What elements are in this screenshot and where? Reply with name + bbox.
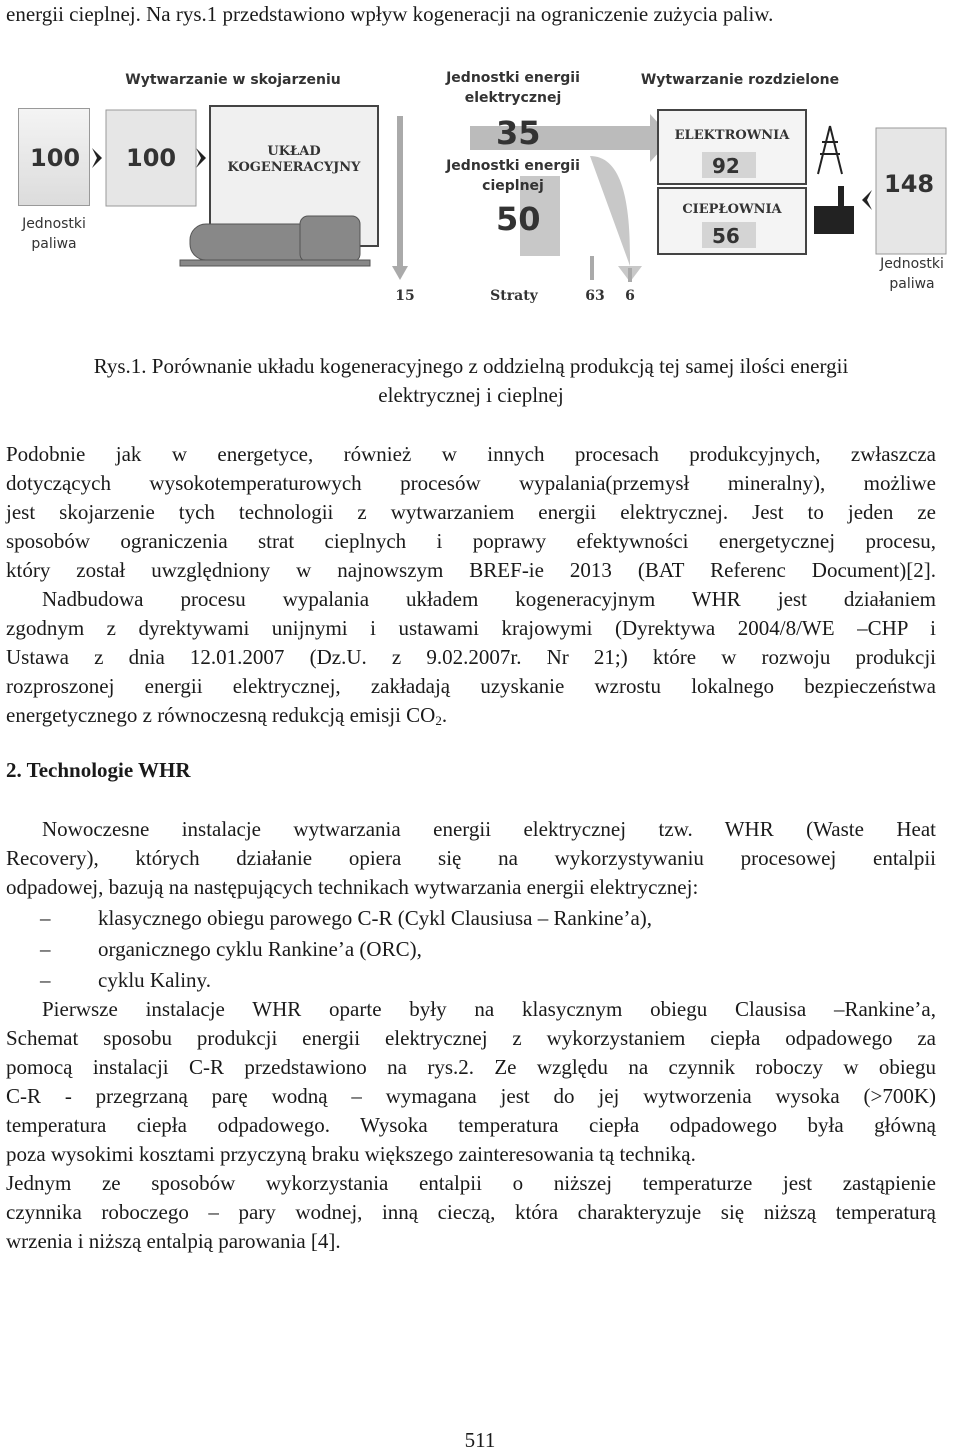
para3-line: czynnika roboczego – pary wodnej, inną cieczą, która charakteryzuje się niższą temperaturą (6, 1200, 936, 1224)
figure-caption-line-2: elektrycznej i cieplnej (378, 383, 564, 407)
list-item-text: organicznego cyklu Rankine’a (ORC), (98, 937, 422, 961)
loss-flow-arrow (590, 156, 642, 282)
para3-line: C-R - przegrzaną parę wodną – wymagana jest do jej wytworzenia wysoka (>700K) (6, 1084, 936, 1108)
label-electric-units-1: Jednostki energii (446, 70, 580, 86)
para1-line: Ustawa z dnia 12.01.2007 (Dz.U. z 9.02.2007r. Nr 21;) które w rozwoju produkcji (6, 645, 936, 669)
heat-plant-value: 56 (712, 224, 740, 248)
para1-line: który został uwzględniony w najnowszym BREF-ie 2013 (BAT Referenc Document)[2]. (6, 558, 936, 582)
electric-value: 35 (496, 114, 541, 152)
para1-line: dotyczących wysokotemperaturowych procesów wypalania(przemysł mineralny), możliwe (6, 471, 936, 495)
text-line-top: energii cieplnej. Na rys.1 przedstawiono wpływ kogeneracji na ograniczenie zużycia paliw. (6, 2, 774, 26)
heat-value: 50 (496, 200, 541, 238)
heat-plant-label: CIEPŁOWNIA (682, 202, 782, 217)
para1-last-line (6, 701, 936, 735)
arrow-down-icon-1 (392, 266, 408, 280)
page-number: 511 (464, 1428, 496, 1452)
para2-line: Recovery), których działanie opiera się na wykorzystywaniu procesowej entalpii (6, 846, 936, 870)
label-electric-units-2: elektrycznej (464, 90, 562, 106)
para1-line: rozproszonej energii elektrycznej, zakładają uzyskanie wzrostu lokalnego bezpieczeństwa (6, 674, 936, 698)
chevron-right-icon-1 (92, 148, 102, 168)
list-dash: – (40, 906, 51, 930)
list-dash: – (40, 937, 51, 961)
fuel-left-label-1: Jednostki (22, 216, 86, 232)
section-heading: 2. Technologie WHR (6, 758, 191, 782)
loss-left-value: 15 (395, 288, 415, 304)
cogen-unit-label-1: UKŁAD (267, 144, 321, 159)
para1-line: zgodnym z dyrektywami unijnymi i ustawami krajowymi (Dyrektywa 2004/8/WE –CHP i (6, 616, 936, 640)
fuel-right-label-2: paliwa (889, 276, 935, 292)
loss-mid-value: 63 (585, 288, 605, 304)
para3-line: Pierwsze instalacje WHR oparte były na klasycznym obiegu Clausisa –Rankine’a, (42, 997, 936, 1021)
power-plant-label: ELEKTROWNIA (674, 128, 790, 143)
chevron-left-icon (862, 190, 872, 210)
para1-last-text: energetycznego z równoczesną redukcją emisji CO (6, 703, 436, 727)
label-separate: Wytwarzanie rozdzielone (640, 72, 840, 88)
para1-line: jest skojarzenie tych technologii z wytwarzaniem energii elektrycznej. Jest to jeden ze (6, 500, 936, 524)
figure-cogeneration-comparison (0, 56, 960, 316)
para2-line: odpadowej, bazują na następujących technikach wytwarzania energii elektrycznej: (6, 875, 699, 899)
label-heat-units-1: Jednostki energii (446, 158, 580, 174)
para3-line: poza wysokimi kosztami przyczyną braku większego zainteresowania tą techniką. (6, 1142, 696, 1166)
label-heat-units-2: cieplnej (482, 178, 544, 194)
power-plant-value: 92 (712, 154, 740, 178)
fuel-right-label-1: Jednostki (880, 256, 944, 272)
cogen-input-value: 100 (126, 144, 177, 172)
para3-line: wrzenia i niższą entalpią parowania [4]. (6, 1229, 341, 1253)
para2-line: Nowoczesne instalacje wytwarzania energii elektrycznej tzw. WHR (Waste Heat (42, 817, 936, 841)
figure-caption-line-1: Rys.1. Porównanie układu kogeneracyjnego z oddzielną produkcją tej samej ilości energii (93, 354, 849, 378)
para3-line: pomocą instalacji C-R przedstawiono na rys.2. Ze względu na czynnik roboczy w obiegu (6, 1055, 936, 1079)
para1-line: sposobów ograniczenia strat cieplnych i poprawy efektywności energetycznej procesu, (6, 529, 936, 553)
co2-subscript: 2 (435, 713, 442, 728)
loss-label: Straty (490, 288, 538, 304)
label-cogeneration: Wytwarzanie w skojarzeniu (125, 72, 341, 88)
cogen-machine-icon (180, 216, 370, 266)
cogen-unit-label-2: KOGENERACYJNY (227, 160, 361, 175)
para3-line: Jednym ze sposobów wykorzystania entalpii o niższej temperaturze jest zastąpienie (6, 1171, 936, 1195)
factory-icon (814, 186, 854, 234)
list-dash: – (40, 968, 51, 992)
list-item-text: cyklu Kaliny. (98, 968, 211, 992)
para1-line: Nadbudowa procesu wypalania układem kogeneracyjnym WHR jest działaniem (42, 587, 936, 611)
chevron-right-icon-2 (196, 148, 206, 168)
power-pylon-icon (818, 126, 842, 174)
list-item-text: klasycznego obiegu parowego C-R (Cykl Clausiusa – Rankine’a), (98, 906, 653, 930)
para1-last-end: . (441, 703, 448, 727)
fuel-left-value: 100 (30, 144, 81, 172)
para3-line: temperatura ciepła odpadowego. Wysoka temperatura ciepła odpadowego była główną (6, 1113, 936, 1137)
loss-right-value: 6 (625, 288, 635, 304)
fuel-right-value: 148 (884, 170, 935, 198)
para1-line: Podobnie jak w energetyce, również w innych procesach produkcyjnych, zwłaszcza (6, 442, 936, 466)
para3-line: Schemat sposobu produkcji energii elektrycznej z wykorzystaniem ciepła odpadowego za (6, 1026, 936, 1050)
fuel-left-label-2: paliwa (31, 236, 77, 252)
